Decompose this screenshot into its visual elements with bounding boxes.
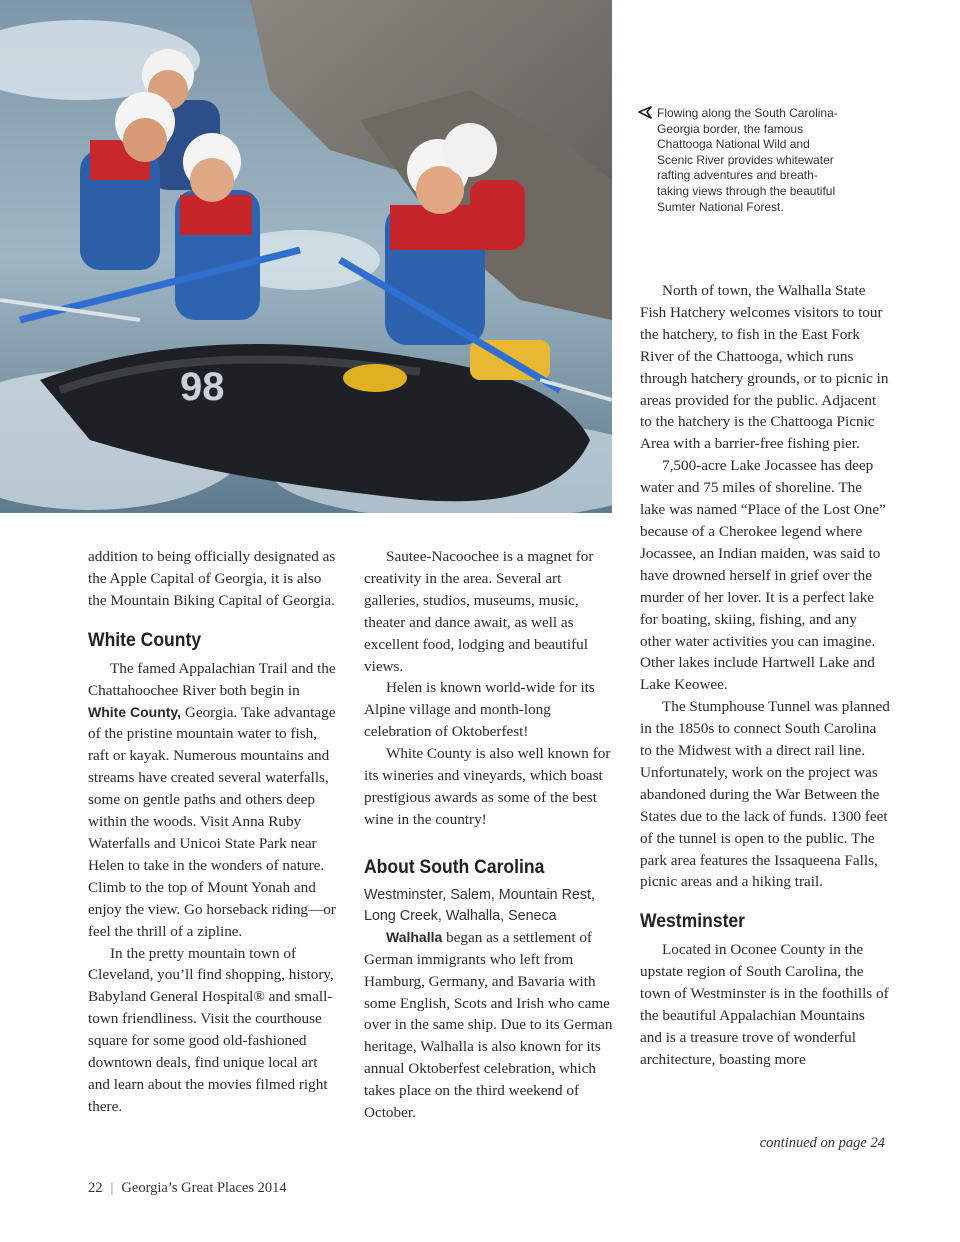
paragraph: White County is also well known for its wineries and vineyards, which boast prestigious awards as some of the best wine in the country! [364,745,611,828]
continued-note: continued on page 24 [759,1135,885,1151]
paragraph: addition to being officially designated as the Apple Capital of Georgia, it is also the Mountain Biking Capital of Georgia. [88,548,336,609]
rafting-photo [0,0,612,513]
photo-caption [640,106,845,215]
heading-about-south-carolina: About South Carolina [364,855,545,878]
bold-term: White County, [88,703,182,720]
paragraph: Helen is known world-wide for its Alpine village and month-long celebration of Oktoberfest! [364,679,595,741]
bold-term: Walhalla [386,928,443,945]
publication-title: Georgia’s Great Places 2014 [121,1180,287,1196]
paragraph: The Stumphouse Tunnel was planned in the 1850s to connect South Carolina to the Midwest with a direct rail line. Unfortunately, work on the project was abandoned during the War Between the States due to the lack of funds. 1300 feet of the tunnel is open to the public. The park area features the Issaqueena Falls, picnic areas and a hiking trail. [640,698,890,891]
heading-westminster: Westminster [640,910,746,933]
paragraph: 7,500-acre Lake Jocassee has deep water and 75 miles of shoreline. The lake was named “Place of the Lost One” because of a Cherokee legend where Jocassee, an Indian maiden, was said to have drowned herself in grief over the murder of her lover. It is a perfect lake for boating, skiing, fishing, and any other water activities you can imagine. Other lakes include Hartwell Lake and Lake Keowee. [640,457,886,694]
footer-divider: | [110,1180,114,1196]
paragraph: Sautee-Nacoochee is a magnet for creativity in the area. Several art galleries, studios, museums, music, theater and dance await, as well as excellent food, lodging and beautiful views. [364,548,594,675]
svg-text:98: 98 [180,365,225,409]
caption-text: Flowing along the South Carolina-Georgia border, the famous Chattooga National Wild and Scenic River provides whitewater rafting adventures and breath-taking views through the beautiful Sumter National Forest. [657,106,838,214]
paragraph: The famed Appalachian Trail and the Chattahoochee River both begin in White County, Georgia. Take advantage of the pristine mountain water to fish, raft or kayak. Numerous mountains and streams have created several waterfalls, some on gentle paths and others deep within the woods. Visit Anna Ruby Waterfalls and Unicoi State Park near Helen to take in the wonders of nature. Climb to the top of Mount Yonah and enjoy the view. Go horseback riding—or feel the thrill of a zipline. [88,659,336,940]
paragraph: Walhalla began as a settlement of German immigrants who left from Hamburg, Germany, and Bavaria with some English, Scots and Irish who came over in the same ship. Due to its German heritage, Walhalla is also known for its annual Oktoberfest celebration, which takes place on the third weekend of October. [364,928,613,1122]
column-2 [364,546,614,1124]
heading-white-county: White County [88,628,202,651]
column-3 [640,280,890,1071]
page-footer [88,1180,287,1197]
page-number: 22 [88,1180,103,1196]
paragraph: In the pretty mountain town of Cleveland, you’ll find shopping, history, Babyland General Hospital® and small-town friendliness. Visit the courthouse square for some good old-fashioned downtown deals, find unique local art and learn about the movies filmed right there. [88,944,334,1115]
paragraph: North of town, the Walhalla State Fish Hatchery welcomes visitors to tour the hatchery, to fish in the East Fork River of the Chattooga, which runs through hatchery grounds, or to picnic in areas provided for the public. Adjacent to the hatchery is the Chattooga Picnic Area with a barrier-free fishing pier. [640,282,889,453]
paragraph: Located in Oconee County in the upstate region of South Carolina, the town of Westminster is in the foothills of the beautiful Appalachian Mountains and is a treasure trove of wonderful architecture, boasting more [640,941,889,1068]
column-1 [88,546,338,1118]
caption-arrow-icon [638,106,652,120]
city-list: Westminster, Salem, Mountain Rest, Long Creek, Walhalla, Seneca [364,886,595,924]
